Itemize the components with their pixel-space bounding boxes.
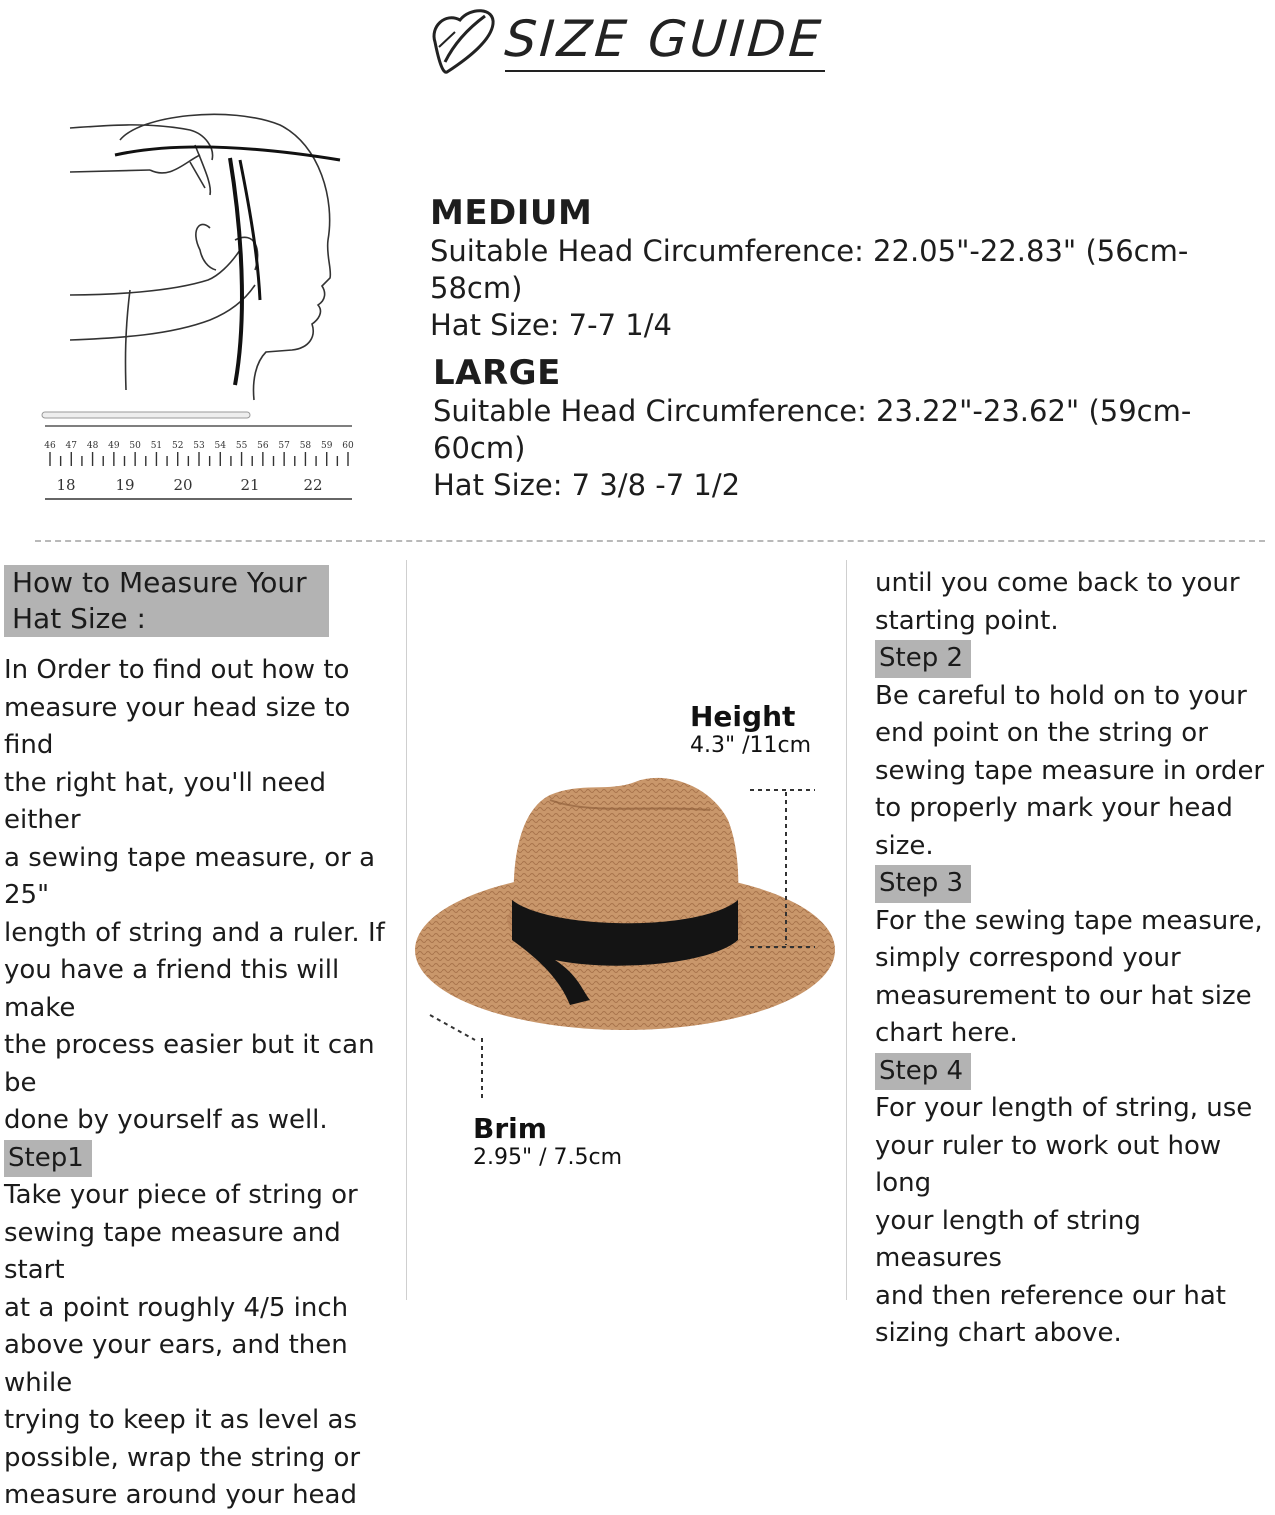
ruler-inch-label: 21 bbox=[240, 476, 260, 494]
ruler-inch-label: 18 bbox=[56, 476, 76, 494]
brim-label-group bbox=[473, 1112, 622, 1170]
ruler-cm-label: 50 bbox=[129, 441, 141, 451]
step1-continued-text: until you come back to your starting point. bbox=[875, 568, 1240, 636]
size-medium bbox=[430, 193, 1275, 344]
ruler-cm-label: 56 bbox=[257, 441, 269, 451]
ruler-cm-label: 59 bbox=[320, 441, 333, 451]
size-large-circumference: Suitable Head Circumference: 23.22"-23.62" (59cm-60cm) bbox=[433, 394, 1192, 465]
height-label-group bbox=[690, 700, 811, 758]
height-label: Height bbox=[690, 700, 796, 733]
step1-label: Step1 bbox=[4, 1140, 92, 1178]
ruler-ticks bbox=[50, 452, 348, 466]
hat-logo-icon bbox=[425, 2, 503, 82]
ruler-inch-label: 20 bbox=[173, 476, 193, 494]
hat-diagram bbox=[410, 560, 845, 1300]
ruler-cm-label: 46 bbox=[44, 441, 56, 451]
step4-text: For your length of string, use your ruler to work out how long your length of string measures and then reference our hat sizing chart above. bbox=[875, 1093, 1253, 1348]
brim-label: Brim bbox=[473, 1112, 547, 1145]
ruler-inch-label: 22 bbox=[303, 476, 323, 494]
size-medium-name: MEDIUM bbox=[430, 193, 593, 233]
step2-label: Step 2 bbox=[875, 640, 971, 678]
step3-text: For the sewing tape measure, simply correspond your measurement to our hat size chart here. bbox=[875, 905, 1263, 1048]
ruler-cm-label: 47 bbox=[65, 441, 78, 451]
ruler-cm-labels bbox=[44, 441, 354, 451]
size-large-name: LARGE bbox=[433, 353, 561, 393]
size-large bbox=[433, 353, 1275, 504]
head-measure-illustration bbox=[30, 100, 370, 510]
ruler-cm-label: 53 bbox=[193, 441, 205, 451]
title-underline bbox=[505, 70, 825, 72]
column-divider-right bbox=[846, 560, 847, 1300]
height-value: 4.3" /11cm bbox=[690, 733, 812, 758]
step4-label: Step 4 bbox=[875, 1053, 971, 1091]
left-column bbox=[4, 565, 404, 1515]
ruler-inch-labels bbox=[56, 476, 322, 494]
ruler-cm-label: 60 bbox=[342, 441, 354, 451]
ruler-cm-label: 57 bbox=[278, 441, 290, 451]
hat-icon bbox=[410, 560, 845, 1300]
step1-text: Take your piece of string or sewing tape measure and start at a point roughly 4/5 inch above your ears, and then while trying to keep it as level as possible, wrap the string or measure around your head bbox=[4, 1180, 361, 1510]
step2-text: Be careful to hold on to your end point on the string or sewing tape measure in order to properly mark your head size. bbox=[875, 680, 1265, 861]
right-column bbox=[875, 565, 1275, 1353]
intro-text: In Order to find out how to measure your head size to find the right hat, you'll need either a sewing tape measure, or a 25" length of string and a ruler. If you have a friend this will make the process easier but it can be done by yourself as well. bbox=[4, 655, 385, 1135]
size-medium-circumference: Suitable Head Circumference: 22.05"-22.83" (56cm-58cm) bbox=[430, 234, 1189, 305]
size-guide-title bbox=[425, 0, 835, 90]
ruler-cm-label: 48 bbox=[86, 441, 99, 451]
page-title: SIZE GUIDE bbox=[502, 10, 826, 68]
column-divider-left bbox=[406, 560, 407, 1300]
ruler-cm-label: 54 bbox=[214, 441, 227, 451]
how-to-measure-heading: How to Measure Your Hat Size : bbox=[4, 565, 329, 637]
size-large-hat-size: Hat Size: 7 3/8 -7 1/2 bbox=[433, 468, 741, 502]
ruler-inch-label: 19 bbox=[115, 476, 135, 494]
step3-label: Step 3 bbox=[875, 865, 971, 903]
ruler-cm-label: 49 bbox=[108, 441, 120, 451]
size-medium-hat-size: Hat Size: 7-7 1/4 bbox=[430, 308, 672, 342]
ruler-cm-label: 58 bbox=[299, 441, 312, 451]
ruler-cm-label: 55 bbox=[235, 441, 248, 451]
section-divider bbox=[35, 540, 1265, 542]
brim-value: 2.95" / 7.5cm bbox=[473, 1145, 623, 1170]
ruler-cm-label: 51 bbox=[150, 441, 163, 451]
ruler-cm-label: 52 bbox=[171, 441, 184, 451]
